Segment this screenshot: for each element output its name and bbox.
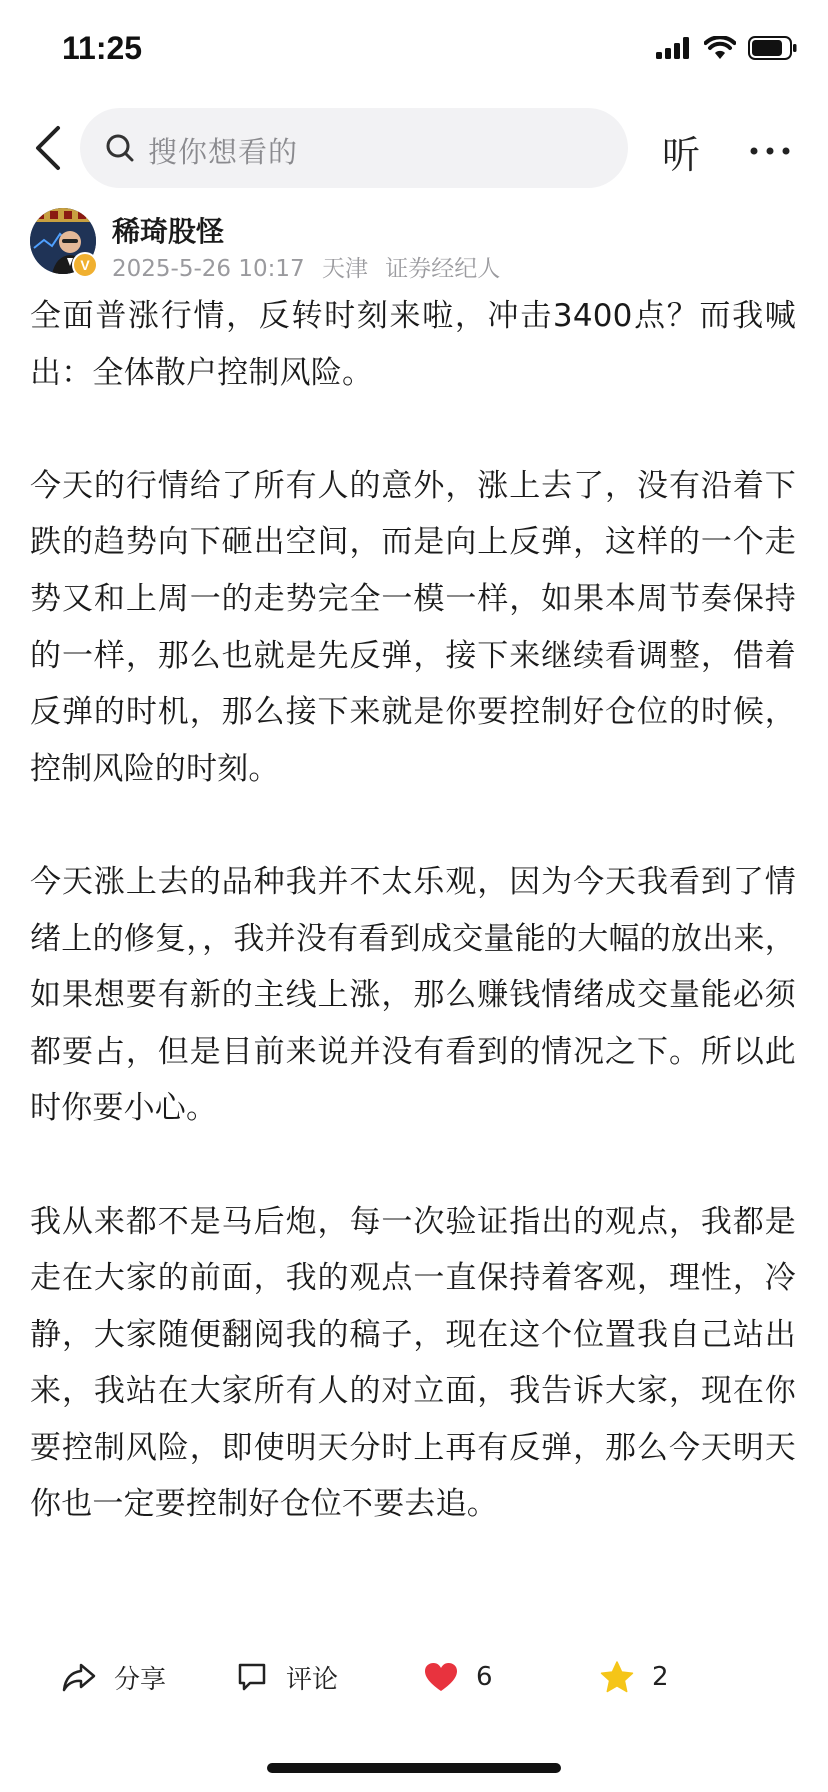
comment-icon bbox=[236, 1661, 268, 1693]
more-dots-icon bbox=[748, 145, 792, 157]
article-paragraph: 我从来都不是马后炮，每一次验证指出的观点，我都是走在大家的前面，我的观点一直保持着客观，理性，冷静，大家随便翻阅我的稿子，现在这个位置我自己站出来，我站在大家所有人的对立面，我告诉大家，现在你要控制风险，即使明天分时上再有反弹，那么今天明天你也一定要控制好仓位不要去追。 bbox=[30, 1203, 796, 1523]
chevron-left-icon bbox=[28, 122, 72, 174]
author-title: 证券经纪人 bbox=[385, 256, 501, 282]
article-body bbox=[30, 288, 796, 1533]
status-icons bbox=[656, 36, 798, 60]
share-icon bbox=[62, 1662, 96, 1692]
battery-icon bbox=[748, 36, 798, 60]
verified-badge bbox=[72, 252, 98, 278]
back-button[interactable] bbox=[28, 122, 72, 174]
nav-bar bbox=[0, 106, 828, 190]
more-button[interactable] bbox=[748, 142, 792, 154]
favorite-button[interactable] bbox=[600, 1652, 669, 1702]
share-button[interactable] bbox=[62, 1652, 166, 1702]
action-bar bbox=[0, 1644, 828, 1714]
article-paragraph: 全面普涨行情，反转时刻来啦，冲击3400点？而我喊出：全体散户控制风险。 bbox=[30, 298, 796, 391]
wifi-icon bbox=[704, 36, 736, 60]
comment-label: 评论 bbox=[286, 1664, 339, 1695]
post-location: 天津 bbox=[321, 256, 368, 282]
search-icon bbox=[104, 132, 136, 164]
article-paragraph: 今天涨上去的品种我并不太乐观，因为今天我看到了情绪上的修复，，我并没有看到成交量能的大幅的放出来，如果想要有新的主线上涨，那么赚钱情绪成交量能必须都要占，但是目前来说并没有看到的情况之下。所以此时你要小心。 bbox=[30, 863, 796, 1127]
favorite-count: 2 bbox=[652, 1662, 669, 1692]
like-button[interactable] bbox=[424, 1652, 493, 1702]
search-input[interactable] bbox=[80, 108, 628, 188]
heart-icon bbox=[424, 1662, 458, 1692]
author-meta bbox=[112, 250, 510, 283]
search-placeholder: 搜你想看的 bbox=[148, 135, 299, 169]
like-count: 6 bbox=[476, 1662, 493, 1692]
listen-button[interactable]: 听 bbox=[662, 133, 701, 177]
signal-icon bbox=[656, 37, 692, 59]
share-label: 分享 bbox=[114, 1664, 167, 1695]
post-date: 2025-5-26 10:17 bbox=[112, 256, 305, 282]
status-bar bbox=[0, 0, 828, 100]
article-paragraph: 今天的行情给了所有人的意外，涨上去了，没有沿着下跌的趋势向下砸出空间，而是向上反弹，这样的一个走势又和上周一的走势完全一模一样，如果本周节奏保持的一样，那么也就是先反弹，接下来继续看调整，借着反弹的时机，那么接下来就是你要控制好仓位的时候，控制风险的时刻。 bbox=[30, 467, 796, 787]
star-icon bbox=[600, 1661, 634, 1693]
home-indicator bbox=[267, 1763, 561, 1773]
verified-check-icon: V bbox=[80, 257, 90, 273]
status-time: 11:25 bbox=[62, 30, 143, 66]
author-name[interactable]: 稀琦股怪 bbox=[112, 215, 225, 248]
author-row bbox=[30, 208, 810, 282]
comment-button[interactable] bbox=[236, 1652, 338, 1702]
